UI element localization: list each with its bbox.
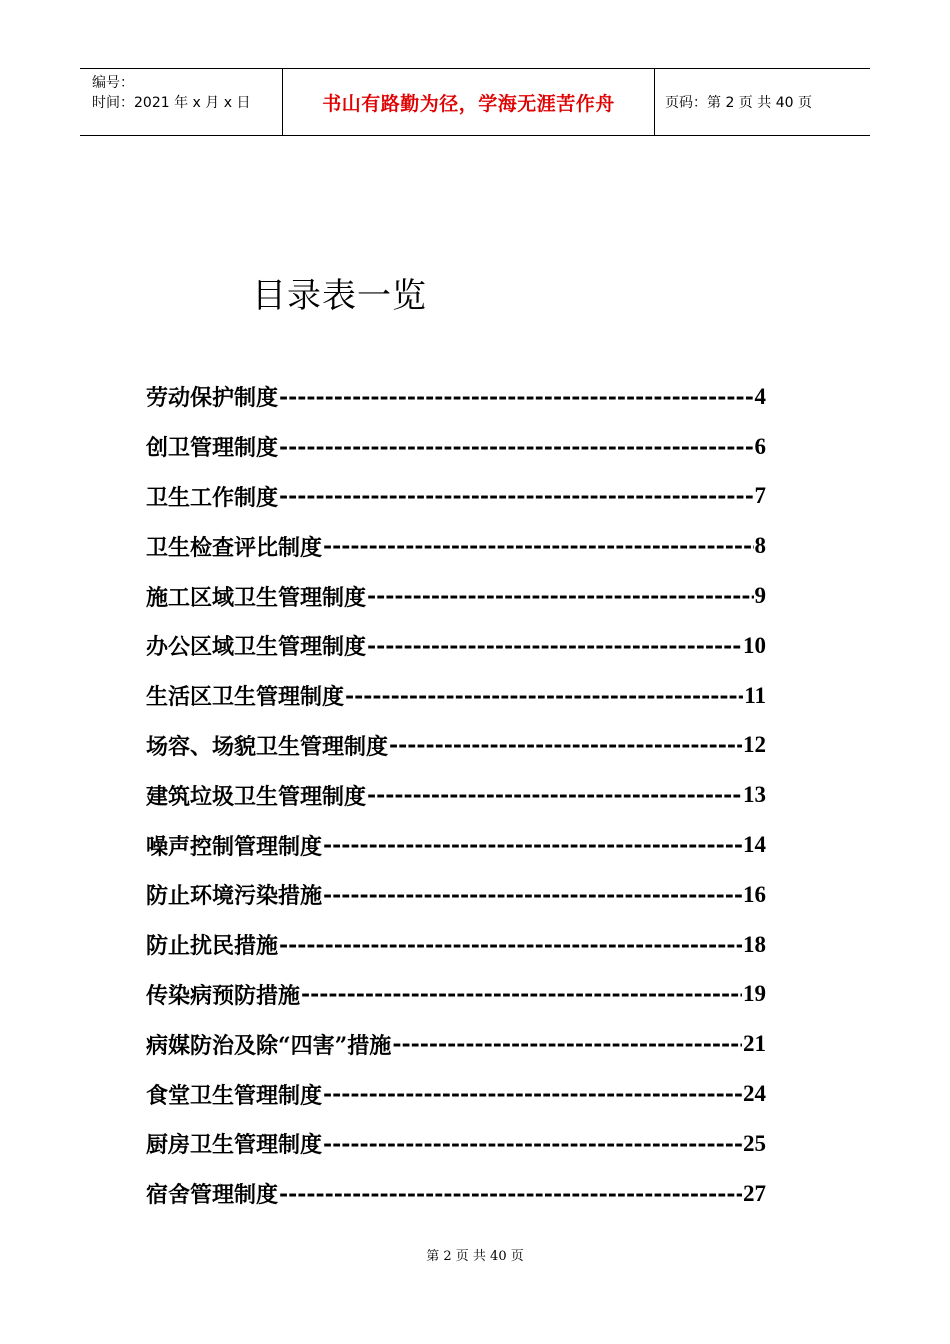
header-left-cell bbox=[80, 69, 282, 135]
toc-leader bbox=[367, 782, 742, 808]
toc-item-label: 传染病预防措施 bbox=[146, 982, 301, 1009]
toc-item[interactable] bbox=[146, 1069, 766, 1119]
table-of-contents bbox=[146, 372, 766, 1219]
toc-leader bbox=[392, 1031, 742, 1057]
toc-item[interactable] bbox=[146, 970, 766, 1020]
toc-item-label: 防止环境污染措施 bbox=[146, 883, 323, 910]
toc-item[interactable] bbox=[146, 1019, 766, 1069]
toc-item-label: 建筑垃圾卫生管理制度 bbox=[146, 783, 367, 810]
toc-leader bbox=[279, 384, 753, 410]
toc-leader bbox=[279, 1181, 742, 1207]
toc-item-label: 厨房卫生管理制度 bbox=[146, 1132, 323, 1159]
time-label: 时间：2021 年 x 月 x 日 bbox=[92, 95, 251, 111]
toc-item[interactable] bbox=[146, 820, 766, 870]
toc-item-page: 8 bbox=[754, 533, 766, 559]
toc-item-label: 卫生检查评比制度 bbox=[146, 534, 323, 561]
toc-item-page: 19 bbox=[743, 981, 766, 1007]
toc-item-label: 创卫管理制度 bbox=[146, 435, 279, 462]
toc-item[interactable] bbox=[146, 472, 766, 522]
toc-item-page: 24 bbox=[743, 1081, 766, 1107]
toc-item[interactable] bbox=[146, 571, 766, 621]
toc-item-page: 7 bbox=[754, 483, 766, 509]
toc-item[interactable] bbox=[146, 521, 766, 571]
toc-item-page: 6 bbox=[754, 433, 766, 459]
header-page-info: 页码：第 2 页 共 40 页 bbox=[665, 95, 812, 111]
toc-item-label: 办公区域卫生管理制度 bbox=[146, 634, 367, 661]
toc-leader bbox=[323, 832, 742, 858]
toc-leader bbox=[323, 533, 753, 559]
toc-item-page: 27 bbox=[743, 1180, 766, 1206]
toc-item-page: 25 bbox=[743, 1130, 766, 1156]
toc-item-page: 18 bbox=[743, 931, 766, 957]
header-motto: 书山有路勤为径，学海无涯苦作舟 bbox=[282, 69, 655, 135]
toc-leader bbox=[279, 932, 742, 958]
toc-item[interactable] bbox=[146, 1169, 766, 1219]
serial-label: 编号： bbox=[92, 75, 134, 91]
toc-item-page: 14 bbox=[743, 832, 766, 858]
toc-leader bbox=[345, 683, 743, 709]
toc-item[interactable] bbox=[146, 770, 766, 820]
toc-item[interactable] bbox=[146, 422, 766, 472]
toc-item-page: 11 bbox=[744, 682, 766, 708]
toc-item-label: 宿舍管理制度 bbox=[146, 1182, 279, 1209]
toc-item-label: 卫生工作制度 bbox=[146, 484, 279, 511]
toc-leader bbox=[389, 732, 742, 758]
toc-item-label: 病媒防治及除“四害”措施 bbox=[146, 1032, 392, 1059]
toc-item-label: 防止扰民措施 bbox=[146, 933, 279, 960]
toc-leader bbox=[301, 981, 742, 1007]
toc-leader bbox=[367, 583, 753, 609]
toc-item-page: 21 bbox=[743, 1031, 766, 1057]
toc-item-label: 噪声控制管理制度 bbox=[146, 833, 323, 860]
toc-item-page: 10 bbox=[743, 632, 766, 658]
toc-item-label: 劳动保护制度 bbox=[146, 385, 279, 412]
page-title: 目录表一览 bbox=[252, 276, 427, 316]
toc-item-label: 食堂卫生管理制度 bbox=[146, 1082, 323, 1109]
toc-item[interactable] bbox=[146, 870, 766, 920]
toc-item-page: 4 bbox=[754, 383, 766, 409]
toc-item[interactable] bbox=[146, 372, 766, 422]
toc-leader bbox=[279, 483, 753, 509]
toc-item-label: 施工区域卫生管理制度 bbox=[146, 584, 367, 611]
toc-item-page: 13 bbox=[743, 782, 766, 808]
toc-leader bbox=[323, 1081, 742, 1107]
toc-item-page: 9 bbox=[754, 583, 766, 609]
toc-item-page: 12 bbox=[743, 732, 766, 758]
page-header bbox=[80, 68, 870, 136]
toc-item[interactable] bbox=[146, 721, 766, 771]
toc-item-label: 生活区卫生管理制度 bbox=[146, 684, 345, 711]
page-footer: 第 2 页 共 40 页 bbox=[426, 1249, 524, 1264]
toc-leader bbox=[323, 882, 742, 908]
toc-item-label: 场容、场貌卫生管理制度 bbox=[146, 733, 389, 760]
toc-item-page: 16 bbox=[743, 881, 766, 907]
toc-item[interactable] bbox=[146, 671, 766, 721]
toc-leader bbox=[367, 633, 742, 659]
toc-item[interactable] bbox=[146, 1119, 766, 1169]
toc-item[interactable] bbox=[146, 920, 766, 970]
toc-leader bbox=[279, 434, 753, 460]
toc-item[interactable] bbox=[146, 621, 766, 671]
toc-leader bbox=[323, 1131, 742, 1157]
